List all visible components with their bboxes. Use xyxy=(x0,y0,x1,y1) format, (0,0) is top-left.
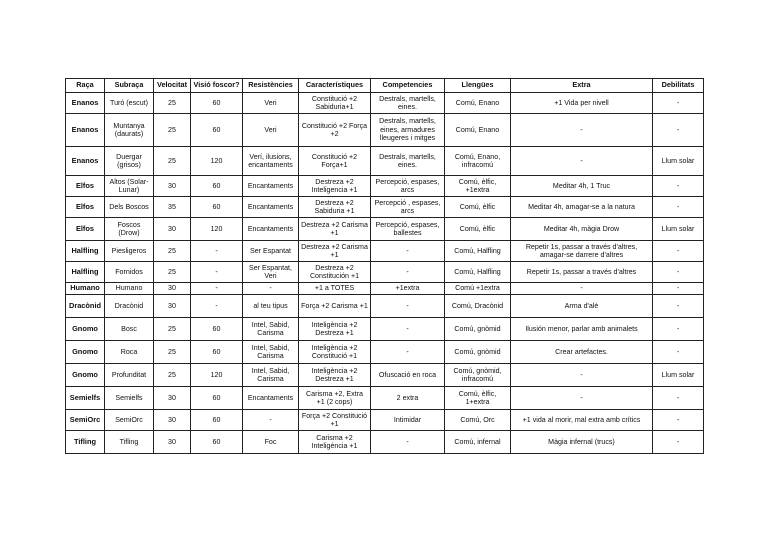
extra-cell: - xyxy=(511,283,653,295)
extra-cell: Meditar 4h, amagar-se a la natura xyxy=(511,197,653,218)
extra-cell: Repetir 1s, passar a través d'altres, amagar-se darrere d'altres xyxy=(511,241,653,262)
resistances-cell: Intel, Sabid, Carisma xyxy=(243,318,299,341)
race-cell: Halfling xyxy=(66,262,105,283)
speed-cell: 30 xyxy=(154,410,191,431)
speed-cell: 25 xyxy=(154,93,191,114)
languages-cell: Comú, èlfic, 1+extra xyxy=(445,387,511,410)
table-row xyxy=(66,197,704,218)
characteristics-cell: Destreza +2 Carisma +1 xyxy=(299,241,371,262)
darkvision-cell: 60 xyxy=(191,431,243,454)
resistances-cell: - xyxy=(243,283,299,295)
competencies-cell: Ofuscació en roca xyxy=(371,364,445,387)
darkvision-cell: - xyxy=(191,241,243,262)
competencies-cell: Percepció , espases, arcs xyxy=(371,197,445,218)
resistances-cell: Encantaments xyxy=(243,387,299,410)
extra-cell: Meditar 4h, màgia Drow xyxy=(511,218,653,241)
resistances-cell: al teu tipus xyxy=(243,295,299,318)
resistances-cell: Intel, Sabid, Carisma xyxy=(243,341,299,364)
speed-cell: 30 xyxy=(154,176,191,197)
speed-cell: 25 xyxy=(154,341,191,364)
table-row xyxy=(66,114,704,147)
race-cell: Elfos xyxy=(66,218,105,241)
speed-cell: 25 xyxy=(154,147,191,176)
darkvision-cell: 60 xyxy=(191,93,243,114)
weaknesses-cell: - xyxy=(653,262,704,283)
resistances-cell: Encantaments xyxy=(243,218,299,241)
speed-cell: 30 xyxy=(154,295,191,318)
weaknesses-cell: - xyxy=(653,93,704,114)
resistances-cell: Intel, Sabid, Carisma xyxy=(243,364,299,387)
extra-cell: - xyxy=(511,364,653,387)
weaknesses-cell: - xyxy=(653,387,704,410)
table-row xyxy=(66,387,704,410)
languages-cell: Comú, gnòmid xyxy=(445,341,511,364)
resistances-cell: Foc xyxy=(243,431,299,454)
race-cell: Elfos xyxy=(66,197,105,218)
characteristics-cell: Destreza +2 Inteligencia +1 xyxy=(299,176,371,197)
competencies-cell: 2 extra xyxy=(371,387,445,410)
race-cell: Gnomo xyxy=(66,364,105,387)
competencies-cell: Percepció, espases, ballestes xyxy=(371,218,445,241)
languages-cell: Comú, Halfling xyxy=(445,241,511,262)
characteristics-cell: Carisma +2, Extra +1 (2 cops) xyxy=(299,387,371,410)
competencies-cell: - xyxy=(371,318,445,341)
darkvision-cell: 60 xyxy=(191,176,243,197)
darkvision-cell: 60 xyxy=(191,387,243,410)
weaknesses-cell: - xyxy=(653,114,704,147)
race-cell: Elfos xyxy=(66,176,105,197)
resistances-cell: Ser Espantat xyxy=(243,241,299,262)
weaknesses-cell: - xyxy=(653,431,704,454)
weaknesses-cell: - xyxy=(653,341,704,364)
competencies-cell: Intimidar xyxy=(371,410,445,431)
competencies-cell: - xyxy=(371,262,445,283)
resistances-cell: Encantaments xyxy=(243,176,299,197)
languages-cell: Comú, Enano, infracomú xyxy=(445,147,511,176)
languages-cell: Comú, Dracònid xyxy=(445,295,511,318)
resistances-cell: Ser Espantat, Veri xyxy=(243,262,299,283)
darkvision-cell: 120 xyxy=(191,147,243,176)
competencies-cell: Destrals, martells, eines, armadures lleugeres i mitges xyxy=(371,114,445,147)
darkvision-cell: 60 xyxy=(191,114,243,147)
race-cell: SemiOrc xyxy=(66,410,105,431)
speed-cell: 30 xyxy=(154,387,191,410)
languages-cell: Comú, Orc xyxy=(445,410,511,431)
race-cell: Enanos xyxy=(66,93,105,114)
table-row xyxy=(66,218,704,241)
resistances-cell: Veri xyxy=(243,114,299,147)
header-cell: Subraça xyxy=(105,79,154,93)
weaknesses-cell: - xyxy=(653,410,704,431)
darkvision-cell: 120 xyxy=(191,364,243,387)
characteristics-cell: Inteligència +2 Destreza +1 xyxy=(299,318,371,341)
header-cell: Característiques xyxy=(299,79,371,93)
extra-cell: Crear artefactes. xyxy=(511,341,653,364)
race-cell: Tifling xyxy=(66,431,105,454)
darkvision-cell: 120 xyxy=(191,218,243,241)
weaknesses-cell: Llum solar xyxy=(653,364,704,387)
competencies-cell: Percepció, espases, arcs xyxy=(371,176,445,197)
characteristics-cell: Constitució +2 Força+1 xyxy=(299,147,371,176)
characteristics-cell: Carisma +2 Inteligència +1 xyxy=(299,431,371,454)
speed-cell: 30 xyxy=(154,283,191,295)
competencies-cell: Destrals, martells, eines. xyxy=(371,147,445,176)
darkvision-cell: - xyxy=(191,283,243,295)
subrace-cell: Piesligeros xyxy=(105,241,154,262)
characteristics-cell: Constitució +2 Sabiduria+1 xyxy=(299,93,371,114)
table-row xyxy=(66,147,704,176)
extra-cell: - xyxy=(511,114,653,147)
resistances-cell: - xyxy=(243,410,299,431)
extra-cell: +1 vida al morir, mal extra amb crítics xyxy=(511,410,653,431)
table-row xyxy=(66,318,704,341)
header-cell: Velocitat xyxy=(154,79,191,93)
race-cell: Semielfs xyxy=(66,387,105,410)
speed-cell: 30 xyxy=(154,218,191,241)
characteristics-cell: Destreza +2 Constitución +1 xyxy=(299,262,371,283)
table-row xyxy=(66,241,704,262)
resistances-cell: Veri xyxy=(243,93,299,114)
characteristics-cell: Destreza +2 Carisma +1 xyxy=(299,218,371,241)
languages-cell: Comú +1extra xyxy=(445,283,511,295)
languages-cell: Comú, Enano xyxy=(445,114,511,147)
extra-cell: Repetir 1s, passar a través d'altres xyxy=(511,262,653,283)
subrace-cell: Bosc xyxy=(105,318,154,341)
extra-cell: Arma d'alè xyxy=(511,295,653,318)
subrace-cell: Tifling xyxy=(105,431,154,454)
subrace-cell: SemiOrc xyxy=(105,410,154,431)
race-table xyxy=(65,78,704,454)
race-cell: Gnomo xyxy=(66,341,105,364)
table-row xyxy=(66,93,704,114)
header-cell: Debilitats xyxy=(653,79,704,93)
table-row xyxy=(66,176,704,197)
weaknesses-cell: - xyxy=(653,283,704,295)
race-cell: Enanos xyxy=(66,114,105,147)
competencies-cell: Destrals, martells, eines. xyxy=(371,93,445,114)
characteristics-cell: Força +2 Carisma +1 xyxy=(299,295,371,318)
weaknesses-cell: Llum solar xyxy=(653,218,704,241)
characteristics-cell: Força +2 Constitució +1 xyxy=(299,410,371,431)
subrace-cell: Profunditat xyxy=(105,364,154,387)
subrace-cell: Muntanya (daurats) xyxy=(105,114,154,147)
darkvision-cell: 60 xyxy=(191,410,243,431)
subrace-cell: Dels Boscos xyxy=(105,197,154,218)
weaknesses-cell: - xyxy=(653,197,704,218)
competencies-cell: - xyxy=(371,431,445,454)
darkvision-cell: 60 xyxy=(191,341,243,364)
header-cell: Visió foscor? xyxy=(191,79,243,93)
subrace-cell: Turó (escut) xyxy=(105,93,154,114)
resistances-cell: Verí, ilusions, encantaments xyxy=(243,147,299,176)
race-cell: Dracònid xyxy=(66,295,105,318)
race-cell: Humano xyxy=(66,283,105,295)
table-row xyxy=(66,410,704,431)
competencies-cell: - xyxy=(371,241,445,262)
extra-cell: +1 Vida per nivell xyxy=(511,93,653,114)
languages-cell: Comú, gnòmid xyxy=(445,318,511,341)
weaknesses-cell: Llum solar xyxy=(653,147,704,176)
subrace-cell: Semielfs xyxy=(105,387,154,410)
speed-cell: 25 xyxy=(154,241,191,262)
speed-cell: 25 xyxy=(154,114,191,147)
characteristics-cell: Inteligència +2 Destreza +1 xyxy=(299,364,371,387)
extra-cell: - xyxy=(511,147,653,176)
extra-cell: Màgia infernal (trucs) xyxy=(511,431,653,454)
header-cell: Competencies xyxy=(371,79,445,93)
document-page xyxy=(65,78,703,454)
race-cell: Enanos xyxy=(66,147,105,176)
race-cell: Halfling xyxy=(66,241,105,262)
darkvision-cell: 60 xyxy=(191,318,243,341)
competencies-cell: +1extra xyxy=(371,283,445,295)
languages-cell: Comú, Halfling xyxy=(445,262,511,283)
characteristics-cell: Destreza +2 Sabiduria +1 xyxy=(299,197,371,218)
weaknesses-cell: - xyxy=(653,241,704,262)
extra-cell: - xyxy=(511,387,653,410)
languages-cell: Comú, infernal xyxy=(445,431,511,454)
table-row xyxy=(66,341,704,364)
table-row xyxy=(66,262,704,283)
table-row xyxy=(66,283,704,295)
subrace-cell: Roca xyxy=(105,341,154,364)
subrace-cell: Fornidos xyxy=(105,262,154,283)
languages-cell: Comú, èlfic, +1extra xyxy=(445,176,511,197)
weaknesses-cell: - xyxy=(653,318,704,341)
table-row xyxy=(66,364,704,387)
table-header-row xyxy=(66,79,704,93)
subrace-cell: Dracònid xyxy=(105,295,154,318)
extra-cell: Ilusión menor, parlar amb animalets xyxy=(511,318,653,341)
languages-cell: Comú, gnòmid, infracomú xyxy=(445,364,511,387)
subrace-cell: Humano xyxy=(105,283,154,295)
header-cell: Llengües xyxy=(445,79,511,93)
languages-cell: Comú, Enano xyxy=(445,93,511,114)
table-row xyxy=(66,431,704,454)
subrace-cell: Altos (Solar-Lunar) xyxy=(105,176,154,197)
characteristics-cell: Constitució +2 Força +2 xyxy=(299,114,371,147)
race-cell: Gnomo xyxy=(66,318,105,341)
resistances-cell: Encantaments xyxy=(243,197,299,218)
weaknesses-cell: - xyxy=(653,176,704,197)
header-cell: Extra xyxy=(511,79,653,93)
weaknesses-cell: - xyxy=(653,295,704,318)
speed-cell: 35 xyxy=(154,197,191,218)
table-row xyxy=(66,295,704,318)
characteristics-cell: Inteligència +2 Constitució +1 xyxy=(299,341,371,364)
speed-cell: 30 xyxy=(154,431,191,454)
header-cell: Raça xyxy=(66,79,105,93)
speed-cell: 25 xyxy=(154,262,191,283)
characteristics-cell: +1 a TOTES xyxy=(299,283,371,295)
speed-cell: 25 xyxy=(154,318,191,341)
languages-cell: Comú, èlfic xyxy=(445,218,511,241)
competencies-cell: - xyxy=(371,341,445,364)
competencies-cell: - xyxy=(371,295,445,318)
darkvision-cell: 60 xyxy=(191,197,243,218)
subrace-cell: Duergar (grisos) xyxy=(105,147,154,176)
header-cell: Resistències xyxy=(243,79,299,93)
speed-cell: 25 xyxy=(154,364,191,387)
languages-cell: Comú, èlfic xyxy=(445,197,511,218)
darkvision-cell: - xyxy=(191,295,243,318)
extra-cell: Meditar 4h, 1 Truc xyxy=(511,176,653,197)
darkvision-cell: - xyxy=(191,262,243,283)
subrace-cell: Foscos (Drow) xyxy=(105,218,154,241)
